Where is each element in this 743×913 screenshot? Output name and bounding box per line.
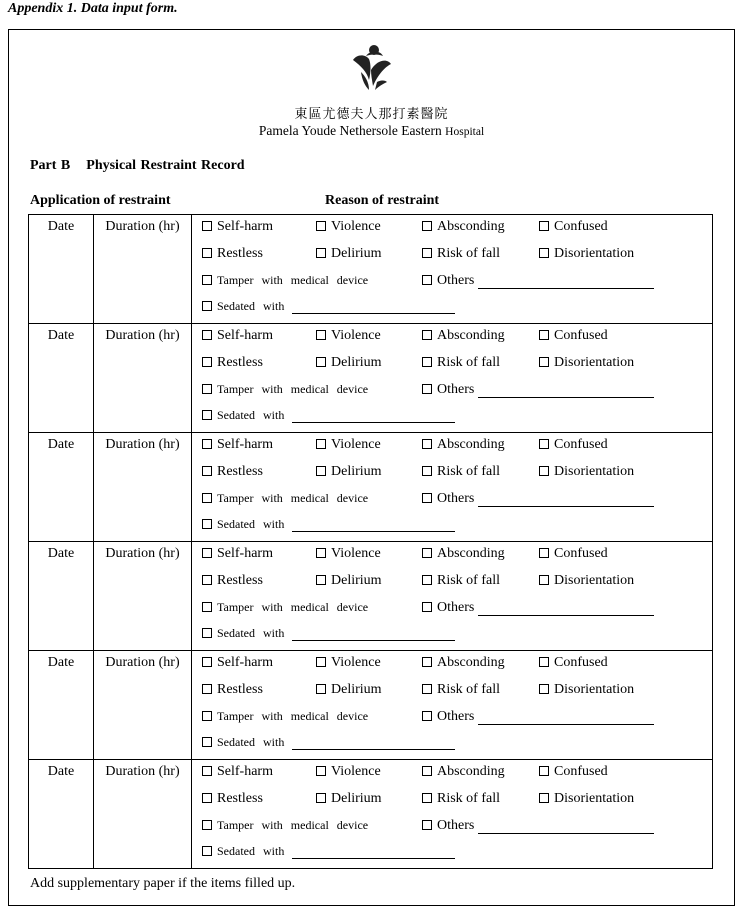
confused-checkbox[interactable] [539,548,549,558]
confused-checkbox[interactable] [539,221,549,231]
others-input-line[interactable] [478,494,654,507]
confused-checkbox[interactable] [539,330,549,340]
restless-label: Restless [217,464,263,479]
sedated-label: Sedated with [217,735,285,749]
others-label: Others [437,382,475,397]
restless-checkbox[interactable] [202,357,212,367]
option-violence [316,328,381,344]
absconding-label: Absconding [437,655,505,670]
hospital-name-english [9,123,734,139]
option-disorientation [539,682,634,698]
date-label: Date [47,764,75,779]
risk-of-fall-label: Risk of fall [437,464,500,479]
option-restless [202,791,263,807]
option-confused [539,328,608,344]
risk-of-fall-checkbox[interactable] [422,575,432,585]
disorientation-checkbox[interactable] [539,466,549,476]
option-absconding [422,546,505,562]
disorientation-label: Disorientation [554,246,635,261]
sedated-checkbox[interactable] [202,737,212,747]
option-sedated [202,626,455,641]
record-row [29,433,713,542]
others-input-line[interactable] [478,603,654,616]
disorientation-label: Disorientation [554,682,635,697]
option-delirium [316,464,382,480]
option-self-harm [202,328,273,344]
others-checkbox[interactable] [422,493,432,503]
date-label: Date [47,546,75,561]
sedated-input-line[interactable] [292,846,455,859]
violence-checkbox[interactable] [316,330,326,340]
violence-checkbox[interactable] [316,439,326,449]
option-tamper [202,818,368,833]
option-risk-of-fall [422,573,500,589]
part-title: Part B [30,158,71,173]
self-harm-label: Self-harm [217,219,273,234]
sedated-label: Sedated with [217,299,285,313]
duration-cell[interactable] [94,324,192,433]
delirium-checkbox[interactable] [316,466,326,476]
restless-checkbox[interactable] [202,248,212,258]
confused-label: Confused [554,437,608,452]
absconding-label: Absconding [437,219,505,234]
delirium-label: Delirium [331,246,382,261]
tamper-checkbox[interactable] [202,711,212,721]
violence-label: Violence [331,655,381,670]
self-harm-label: Self-harm [217,764,273,779]
disorientation-checkbox[interactable] [539,248,549,258]
disorientation-label: Disorientation [554,355,635,370]
sedated-checkbox[interactable] [202,410,212,420]
others-label: Others [437,600,475,615]
duration-label: Duration (hr) [105,546,180,561]
record-row [29,542,713,651]
option-violence [316,219,381,235]
duration-cell[interactable] [94,433,192,542]
option-others [422,273,654,289]
tamper-label: Tamper with medical device [217,273,369,287]
duration-label: Duration (hr) [105,328,180,343]
sedated-label: Sedated with [217,626,285,640]
option-violence [316,764,381,780]
option-self-harm [202,655,273,671]
others-checkbox[interactable] [422,275,432,285]
option-sedated [202,299,455,314]
confused-checkbox[interactable] [539,657,549,667]
confused-checkbox[interactable] [539,439,549,449]
duration-cell[interactable] [94,542,192,651]
tamper-label: Tamper with medical device [217,709,369,723]
violence-checkbox[interactable] [316,766,326,776]
self-harm-label: Self-harm [217,328,273,343]
record-row [29,324,713,433]
confused-checkbox[interactable] [539,766,549,776]
duration-cell[interactable] [94,760,192,869]
restless-checkbox[interactable] [202,575,212,585]
absconding-checkbox[interactable] [422,657,432,667]
others-label: Others [437,709,475,724]
hospital-name-english-tail: Hospital [445,126,485,138]
option-absconding [422,437,505,453]
sedated-checkbox[interactable] [202,519,212,529]
option-confused [539,764,608,780]
violence-label: Violence [331,219,381,234]
risk-of-fall-checkbox[interactable] [422,684,432,694]
risk-of-fall-label: Risk of fall [437,355,500,370]
disorientation-checkbox[interactable] [539,793,549,803]
sedated-checkbox[interactable] [202,301,212,311]
sedated-input-line[interactable] [292,301,455,314]
delirium-checkbox[interactable] [316,575,326,585]
violence-checkbox[interactable] [316,548,326,558]
option-sedated [202,735,455,750]
tamper-checkbox[interactable] [202,820,212,830]
restless-label: Restless [217,573,263,588]
tamper-checkbox[interactable] [202,384,212,394]
absconding-label: Absconding [437,437,505,452]
form-frame [8,29,735,906]
date-cell[interactable] [29,215,94,324]
tamper-label: Tamper with medical device [217,491,369,505]
others-checkbox[interactable] [422,384,432,394]
others-checkbox[interactable] [422,820,432,830]
restless-label: Restless [217,682,263,697]
delirium-checkbox[interactable] [316,684,326,694]
option-risk-of-fall [422,791,500,807]
absconding-checkbox[interactable] [422,221,432,231]
reasons-cell [192,215,713,324]
tamper-checkbox[interactable] [202,602,212,612]
option-risk-of-fall [422,355,500,371]
sedated-label: Sedated with [217,844,285,858]
record-row [29,760,713,869]
confused-label: Confused [554,328,608,343]
option-self-harm [202,764,273,780]
self-harm-checkbox[interactable] [202,439,212,449]
sedated-checkbox[interactable] [202,628,212,638]
absconding-checkbox[interactable] [422,548,432,558]
absconding-checkbox[interactable] [422,330,432,340]
date-label: Date [47,655,75,670]
option-disorientation [539,355,634,371]
hospital-logo [347,42,395,92]
violence-checkbox[interactable] [316,221,326,231]
others-input-line[interactable] [478,276,654,289]
option-sedated [202,844,455,859]
risk-of-fall-label: Risk of fall [437,573,500,588]
disorientation-checkbox[interactable] [539,575,549,585]
option-delirium [316,573,382,589]
violence-label: Violence [331,546,381,561]
option-absconding [422,219,505,235]
option-others [422,818,654,834]
date-label: Date [47,437,75,452]
option-tamper [202,273,368,288]
delirium-checkbox[interactable] [316,248,326,258]
option-disorientation [539,246,634,262]
absconding-checkbox[interactable] [422,766,432,776]
sedated-checkbox[interactable] [202,846,212,856]
date-cell[interactable] [29,433,94,542]
date-cell[interactable] [29,542,94,651]
option-confused [539,437,608,453]
confused-label: Confused [554,546,608,561]
option-disorientation [539,464,634,480]
others-label: Others [437,818,475,833]
option-disorientation [539,791,634,807]
tamper-label: Tamper with medical device [217,382,369,396]
confused-label: Confused [554,655,608,670]
option-confused [539,219,608,235]
violence-label: Violence [331,764,381,779]
violence-checkbox[interactable] [316,657,326,667]
delirium-label: Delirium [331,464,382,479]
reason-header: Reason of restraint [325,193,440,208]
delirium-label: Delirium [331,791,382,806]
date-label: Date [47,328,75,343]
option-risk-of-fall [422,464,500,480]
delirium-label: Delirium [331,682,382,697]
duration-label: Duration (hr) [105,437,180,452]
option-restless [202,246,263,262]
option-delirium [316,682,382,698]
others-label: Others [437,491,475,506]
others-input-line[interactable] [478,712,654,725]
duration-label: Duration (hr) [105,219,180,234]
reasons-cell [192,324,713,433]
risk-of-fall-checkbox[interactable] [422,466,432,476]
disorientation-checkbox[interactable] [539,684,549,694]
restless-label: Restless [217,791,263,806]
risk-of-fall-checkbox[interactable] [422,248,432,258]
option-confused [539,546,608,562]
self-harm-label: Self-harm [217,437,273,452]
option-tamper [202,382,368,397]
sedated-label: Sedated with [217,408,285,422]
delirium-label: Delirium [331,355,382,370]
violence-label: Violence [331,328,381,343]
option-delirium [316,246,382,262]
option-violence [316,655,381,671]
caption: Appendix 1. Data input form. [8,1,178,16]
part-heading [30,158,245,174]
hospital-name-chinese: 東區尤德夫人那打素醫院 [294,107,449,122]
option-self-harm [202,219,273,235]
footer-note: Add supplementary paper if the items filled up. [30,876,296,891]
risk-of-fall-checkbox[interactable] [422,793,432,803]
duration-cell[interactable] [94,651,192,760]
date-cell[interactable] [29,760,94,869]
hospital-name-english-main: Pamela Youde Nethersole Eastern [258,123,442,138]
risk-of-fall-label: Risk of fall [437,246,500,261]
delirium-checkbox[interactable] [316,793,326,803]
option-sedated [202,408,455,423]
option-violence [316,437,381,453]
part-subtitle: Physical Restraint Record [86,158,245,173]
option-self-harm [202,437,273,453]
date-cell[interactable] [29,324,94,433]
others-input-line[interactable] [478,385,654,398]
option-restless [202,464,263,480]
confused-label: Confused [554,764,608,779]
option-self-harm [202,546,273,562]
others-label: Others [437,273,475,288]
restless-label: Restless [217,246,263,261]
option-others [422,600,654,616]
option-others [422,709,654,725]
option-restless [202,355,263,371]
option-disorientation [539,573,634,589]
sedated-label: Sedated with [217,517,285,531]
duration-cell[interactable] [94,215,192,324]
others-input-line[interactable] [478,821,654,834]
duration-label: Duration (hr) [105,764,180,779]
self-harm-label: Self-harm [217,546,273,561]
date-cell[interactable] [29,651,94,760]
self-harm-checkbox[interactable] [202,221,212,231]
option-delirium [316,355,382,371]
tamper-label: Tamper with medical device [217,818,369,832]
option-violence [316,546,381,562]
option-absconding [422,655,505,671]
risk-of-fall-label: Risk of fall [437,682,500,697]
absconding-label: Absconding [437,546,505,561]
absconding-checkbox[interactable] [422,439,432,449]
record-row [29,651,713,760]
others-checkbox[interactable] [422,602,432,612]
disorientation-checkbox[interactable] [539,357,549,367]
others-checkbox[interactable] [422,711,432,721]
option-tamper [202,491,368,506]
sedated-input-line[interactable] [292,519,455,532]
record-row [29,215,713,324]
option-restless [202,682,263,698]
application-header: Application of restraint [30,193,171,208]
disorientation-label: Disorientation [554,464,635,479]
restless-label: Restless [217,355,263,370]
option-tamper [202,709,368,724]
absconding-label: Absconding [437,764,505,779]
restless-checkbox[interactable] [202,684,212,694]
tamper-label: Tamper with medical device [217,600,369,614]
disorientation-label: Disorientation [554,573,635,588]
absconding-label: Absconding [437,328,505,343]
sedated-input-line[interactable] [292,737,455,750]
risk-of-fall-label: Risk of fall [437,791,500,806]
reasons-cell [192,542,713,651]
disorientation-label: Disorientation [554,791,635,806]
option-sedated [202,517,455,532]
restless-checkbox[interactable] [202,793,212,803]
duration-label: Duration (hr) [105,655,180,670]
sedated-input-line[interactable] [292,628,455,641]
reasons-cell [192,433,713,542]
date-label: Date [47,219,75,234]
tamper-checkbox[interactable] [202,275,212,285]
option-absconding [422,328,505,344]
violence-label: Violence [331,437,381,452]
option-confused [539,655,608,671]
option-tamper [202,600,368,615]
delirium-label: Delirium [331,573,382,588]
self-harm-checkbox[interactable] [202,657,212,667]
restraint-record-table [28,214,713,869]
self-harm-checkbox[interactable] [202,766,212,776]
self-harm-label: Self-harm [217,655,273,670]
reasons-cell [192,760,713,869]
option-others [422,382,654,398]
risk-of-fall-checkbox[interactable] [422,357,432,367]
delirium-checkbox[interactable] [316,357,326,367]
option-risk-of-fall [422,682,500,698]
tamper-checkbox[interactable] [202,493,212,503]
self-harm-checkbox[interactable] [202,548,212,558]
sedated-input-line[interactable] [292,410,455,423]
confused-label: Confused [554,219,608,234]
reasons-cell [192,651,713,760]
self-harm-checkbox[interactable] [202,330,212,340]
option-absconding [422,764,505,780]
option-delirium [316,791,382,807]
option-risk-of-fall [422,246,500,262]
option-restless [202,573,263,589]
restless-checkbox[interactable] [202,466,212,476]
option-others [422,491,654,507]
